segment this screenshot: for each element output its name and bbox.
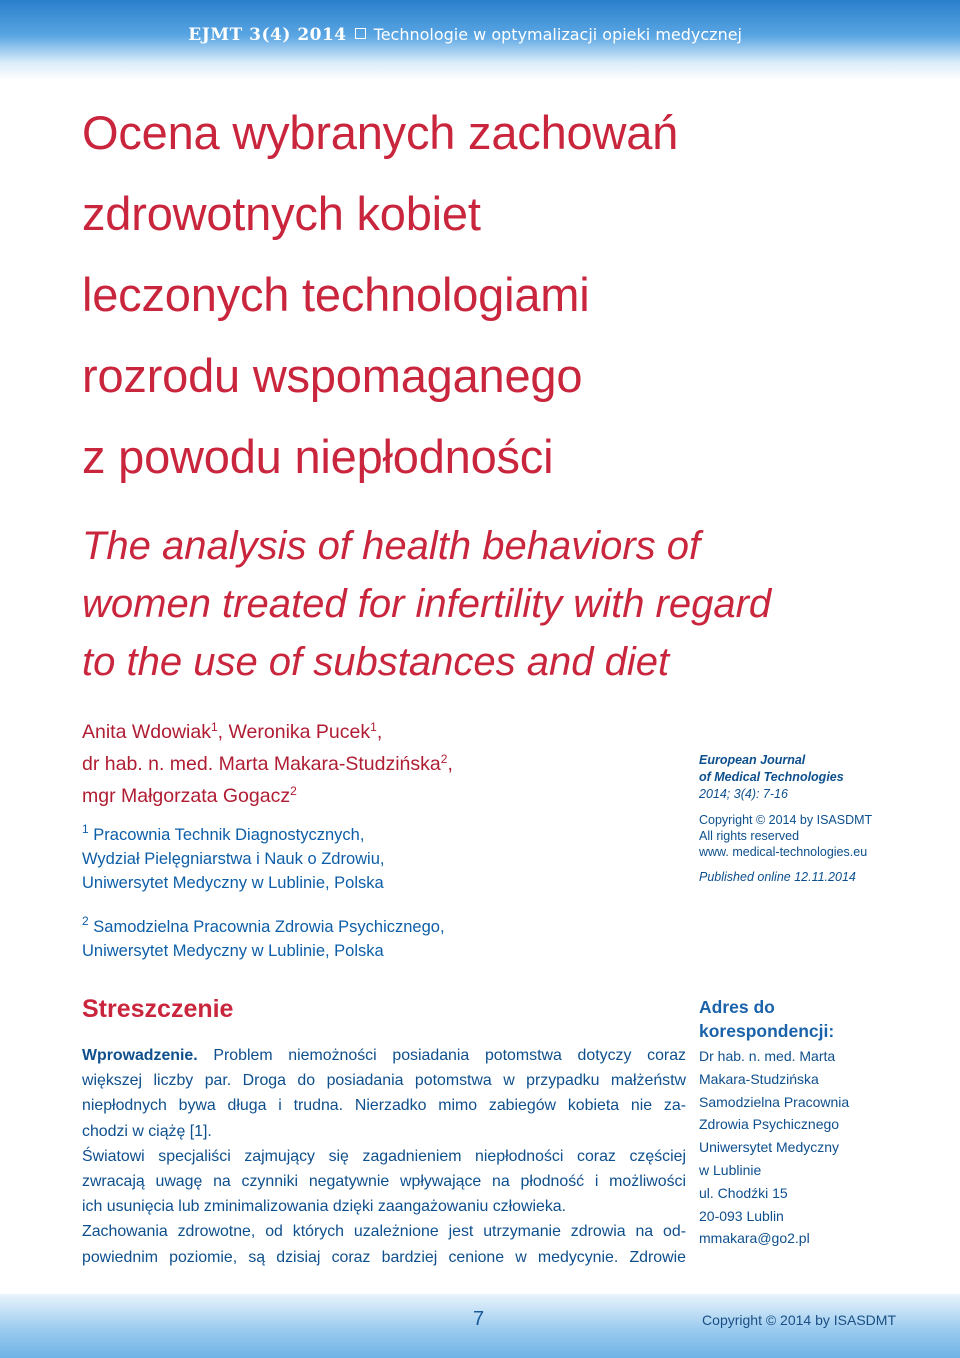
- body-line: ich usunięcia lub zminimalizowania dzięki zaangażowaniu człowieka.: [82, 1198, 567, 1216]
- body-line: Zachowania zdrowotne, od których uzależnione jest utrzymanie zdrowia na od-: [82, 1223, 686, 1241]
- heading-line: Adres do: [699, 997, 775, 1017]
- section-name: Technologie w optymalizacji opieki medycznej: [373, 25, 742, 44]
- separator: ,: [376, 721, 383, 743]
- affiliation-line: Wydział Pielęgniarstwa i Nauk o Zdrowiu,: [82, 850, 385, 868]
- body-line: Światowi specjaliści zajmujący się zagadnieniem niepłodności coraz częściej: [82, 1147, 686, 1165]
- intro-label: Wprowadzenie.: [82, 1047, 198, 1064]
- author-name: , Weronika Pucek: [217, 721, 371, 743]
- body-line: niepłodnych bywa długa i trudna. Nierzadko mimo zabiegów kobieta nie za-: [82, 1097, 686, 1115]
- heading-line: korespondencji:: [699, 1021, 835, 1041]
- address-line: Uniwersytet Medyczny: [699, 1139, 840, 1156]
- body-line: zwracają uwagę na czynniki negatywnie wpływające na płodność i możliwości: [82, 1173, 686, 1191]
- affiliation-marker: 2: [82, 914, 89, 928]
- address-line: w Lublinie: [699, 1161, 762, 1178]
- square-bullet-icon: [355, 28, 366, 39]
- author-name: Anita Wdowiak: [82, 721, 211, 743]
- address-line: 20-093 Lublin: [699, 1207, 784, 1224]
- affiliation-1: [82, 817, 682, 895]
- address-line: Makara-Studzińska: [699, 1070, 819, 1087]
- abstract-heading: Streszczenie: [82, 995, 234, 1023]
- title-pl-line: Ocena wybranych zachowań: [82, 106, 679, 159]
- title-polish: [82, 92, 862, 497]
- title-pl-line: zdrowotnych kobiet: [82, 187, 481, 240]
- abstract-body: [82, 1043, 686, 1270]
- address-line: Zdrowia Psychicznego: [699, 1116, 840, 1133]
- affiliation-2: [82, 909, 682, 963]
- affiliation-marker: 2: [290, 784, 297, 798]
- body-line: większej liczby par. Droga do posiadania potomstwa w przypadku małżeństw: [82, 1072, 686, 1090]
- affiliation-marker: 1: [370, 720, 377, 734]
- author-line: [82, 746, 682, 778]
- title-pl-line: rozrodu wspomaganego: [82, 349, 583, 402]
- affiliation-line: [82, 909, 682, 939]
- title-english: [82, 517, 902, 691]
- title-en-line: The analysis of health behaviors of: [82, 524, 701, 568]
- address-line: Samodzielna Pracownia: [699, 1093, 850, 1110]
- author-name: dr hab. n. med. Marta Makara-Studzińska: [82, 753, 441, 775]
- affiliation-line: Uniwersytet Medyczny w Lublinie, Polska: [82, 874, 384, 892]
- title-en-line: to the use of substances and diet: [82, 640, 670, 684]
- correspondence-address: [699, 1045, 929, 1250]
- body-line: [82, 1043, 686, 1068]
- title-en-line: women treated for infertility with regard: [82, 582, 772, 626]
- author-name: mgr Małgorzata Gogacz: [82, 785, 291, 807]
- affiliation-marker: 2: [440, 752, 448, 766]
- affiliation-line: [82, 817, 682, 847]
- body-line: powiednim poziomie, są dzisiaj coraz bardziej cenione w medycynie. Zdrowie: [82, 1248, 686, 1266]
- running-header: [188, 25, 742, 45]
- published-date: Published online 12.11.2014: [699, 870, 856, 884]
- affiliation-line: Uniwersytet Medyczny w Lublinie, Polska: [82, 942, 384, 960]
- author-line: [82, 778, 682, 810]
- address-line: Dr hab. n. med. Marta: [699, 1048, 836, 1064]
- email-link[interactable]: mmakara@go2.pl: [699, 1230, 810, 1247]
- affiliation-text: Pracownia Technik Diagnostycznych,: [93, 826, 365, 844]
- journal-website-link[interactable]: www. medical-technologies.eu: [699, 845, 868, 859]
- journal-name: of Medical Technologies: [699, 770, 844, 784]
- rights-text: All rights reserved: [699, 829, 800, 843]
- affiliation-text: Samodzielna Pracownia Zdrowia Psychicznego,: [93, 918, 445, 936]
- journal-info: [699, 752, 929, 885]
- affiliation-marker: 1: [210, 720, 218, 734]
- correspondence-heading: [699, 995, 899, 1043]
- body-text: Problem niemożności posiadania potomstwa dotyczy coraz: [197, 1047, 686, 1064]
- title-pl-line: z powodu niepłodności: [82, 430, 554, 483]
- journal-name: European Journal: [699, 753, 806, 767]
- affiliation-marker: 1: [82, 822, 89, 836]
- journal-id: EJMT 3(4) 2014: [188, 25, 347, 45]
- separator: ,: [447, 753, 453, 775]
- author-list: [82, 714, 682, 810]
- footer-copyright: Copyright © 2014 by ISASDMT: [702, 1312, 896, 1328]
- page-number: 7: [473, 1308, 485, 1330]
- address-line: ul. Chodźki 15: [699, 1184, 788, 1201]
- journal-volume: 2014; 3(4): 7-16: [699, 787, 788, 801]
- copyright-text: Copyright © 2014 by ISASDMT: [699, 813, 873, 827]
- author-line: [82, 714, 682, 746]
- body-line: chodzi w ciążę [1].: [82, 1122, 212, 1140]
- title-pl-line: leczonych technologiami: [82, 268, 590, 321]
